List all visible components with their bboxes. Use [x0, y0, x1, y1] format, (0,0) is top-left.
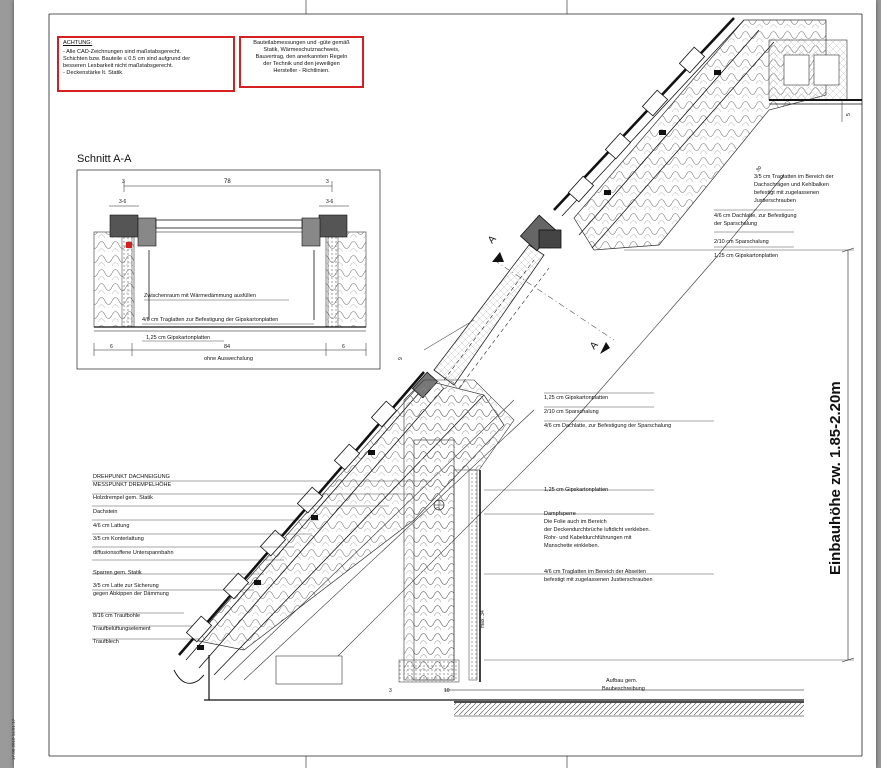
label-unterspannbahn: diffusionsoffene Unterspannbahn [93, 550, 174, 556]
label-traufblech: Traufblech [93, 639, 119, 645]
warning-line-4: - Deckenstärke lt. Statik. [63, 70, 124, 76]
dim-left-top: 3 [122, 179, 125, 185]
dim-10: 10 [444, 688, 450, 694]
label-konterlattung: 3/5 cm Konterlattung [93, 536, 144, 542]
label-traglatten-3: befestigt mit zugelassenen [754, 190, 820, 196]
dim-5: 5 [846, 113, 852, 116]
spec-note-box [239, 36, 364, 88]
upper-ceiling [769, 40, 862, 122]
spec-line-5: Hersteller - Richtlinien. [273, 68, 330, 74]
label-gipskarton-bottom: 1,25 cm Gipskartonplatten [544, 487, 609, 493]
label-floor-2: Baubeschreibung [602, 686, 645, 692]
label-messpunkt: MESSPUNKT DREMPELHÖHE [93, 482, 172, 488]
right-lower-labels [544, 395, 671, 692]
section-mark-a-upper: A [486, 233, 499, 247]
label-dachstein: Dachstein [93, 509, 118, 515]
warning-line-2: Schichten bzw. Bauteile ≤ 0.5 cm sind aufgrund der [63, 56, 191, 62]
label-dachlatte-2: der Sparschalung [714, 221, 758, 227]
spec-line-3: Bauvertrag, den anerkannten Regeln [255, 54, 348, 60]
label-no-trim: ohne Auswechslung [204, 356, 253, 362]
label-floor-1: Aufbau gem. [606, 678, 638, 684]
install-height-dimension [484, 248, 854, 662]
label-sicherung-1: 3/5 cm Latte zur Sicherung [93, 583, 159, 589]
label-insulation-gap: Zwischenraum mit Wärmedämmung ausfüllen [144, 293, 256, 299]
dim-top: 78 [224, 179, 231, 185]
label-traufbohle: 8/16 cm Traufbohle [93, 613, 141, 619]
dim-bottom-right: 6 [342, 344, 345, 350]
drawing-sheet [11, 0, 876, 768]
label-gipskarton-mid: 1,25 cm Gipskartonplatten [544, 395, 609, 401]
warning-line-3: besseren Lesbarkeit nicht maßstabsgerecht. [63, 63, 174, 69]
spec-line-2: Statik, Wärmeschutznachweis, [263, 47, 340, 53]
dim-9: 9 [398, 357, 404, 360]
label-traglatten-4: Justierschrauben [754, 198, 796, 204]
label-dachlatte-1: 4/6 cm Dachlatte, zur Befestigung [714, 213, 797, 219]
warning-title: ACHTUNG: [63, 40, 93, 46]
label-holzdrempel: Holzdrempel gem. Statik [93, 495, 153, 501]
label-sparschalung-mid: 2/10 cm Sparschalung [544, 409, 599, 415]
label-sicherung-2: gegen Abkippen der Dämmung [93, 591, 169, 597]
label-abseiten-1: 4/6 cm Traglatten im Bereich der Abseiten [544, 569, 647, 575]
label-dampfsperre: Dampfsperre [544, 511, 576, 517]
warning-note-box [57, 36, 235, 92]
dim-right-top: 3 [326, 179, 329, 185]
dim-right-mid: 3-6 [326, 199, 334, 205]
right-upper-labels [714, 174, 834, 259]
label-vapour-3: Rohr- und Kabeldurchführungen mit [544, 535, 632, 541]
dim-max34: max. 34 [480, 610, 486, 628]
label-drehpunkt: DREHPUNKT DACHNEIGUNG [93, 474, 170, 480]
label-abseiten-2: befestigt mit zugelassenen Justierschrauben [544, 577, 653, 583]
floor-slab [174, 655, 804, 716]
dim-left-mid: 3-6 [119, 199, 127, 205]
label-traglatten-1: 3/5 cm Traglatten im Bereich der [754, 174, 834, 180]
install-height-label: Einbauhöhe zw. 1.85-2.20m [827, 381, 844, 575]
dim-bottom-mid: 84 [224, 344, 231, 350]
label-traufbelueftung: Traufbelüftungselement [93, 626, 151, 632]
label-battens: 4/6 cm Traglatten zur Befestigung der Gipskartonplatten [142, 317, 279, 323]
label-vapour-1: Die Folie auch im Bereich [544, 519, 607, 525]
section-mark-a-lower: A [588, 339, 601, 353]
label-lattung: 4/6 cm Lattung [93, 523, 130, 529]
spec-line-4: der Technik und den jeweiligen [263, 61, 340, 67]
label-gypsum: 1,25 cm Gipskartonplatten [146, 335, 211, 341]
knee-wall [399, 380, 514, 682]
label-sparschalung: 2/10 cm Sparschalung [714, 239, 769, 245]
left-labels [93, 474, 174, 645]
label-sparren: Sparren gem. Statik [93, 570, 142, 576]
dim-bottom-left: 6 [110, 344, 113, 350]
label-dachlatte-mid: 4/6 cm Dachlatte, zur Befestigung der Sparschalung [544, 423, 672, 429]
dim-3: 3 [389, 688, 392, 694]
plot-timestamp: 17.05.2010 14:51:17 [11, 718, 16, 760]
section-title: Schnitt A-A [77, 153, 132, 165]
spec-line-1: Bauteilabmessungen und -güte gemäß [253, 40, 350, 46]
warning-line-1: - Alle CAD-Zeichnungen sind maßstabsgerecht. [63, 49, 182, 55]
label-vapour-4: Manschette einkleben. [544, 543, 600, 549]
dim-30: 30 [755, 165, 764, 174]
label-traglatten-2: Dachschrägen und Kehlbalken [754, 182, 829, 188]
label-gipskarton-upper: 1,25 cm Gipskartonplatten [714, 253, 779, 259]
label-vapour-2: der Deckendurchbrüche luftdicht verkleben. [544, 527, 651, 533]
roof-window-section-drawing [14, 0, 876, 768]
